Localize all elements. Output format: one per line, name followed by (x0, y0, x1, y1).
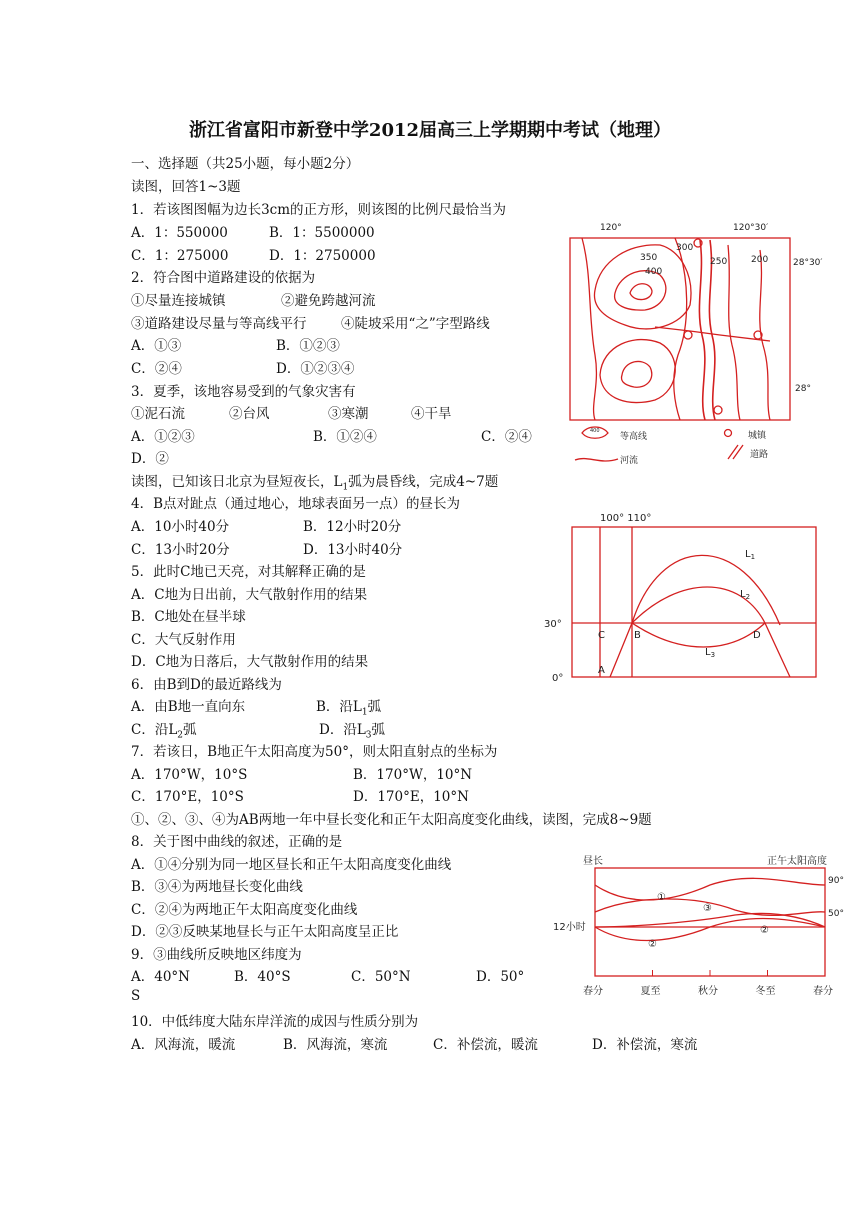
terminator-figure (540, 505, 840, 685)
intro-1-3: 读图，回答1~3题 (131, 179, 241, 195)
label-350: 350 (640, 253, 658, 263)
contour-south-outer (600, 340, 675, 403)
q2-o2: ②避免跨越河流 (281, 293, 376, 309)
q10-b: B．风海流，寒流 (283, 1037, 388, 1053)
q1-options-cd (131, 244, 376, 264)
q2-a: A．①③ (131, 338, 182, 354)
q10-a: A．风海流，暖流 (131, 1037, 236, 1053)
lon-100-110: 100° 110° (600, 513, 652, 524)
q4-b: B．12小时20分 (303, 519, 402, 535)
x-tick-0: 春分 (583, 986, 603, 997)
q1-stem: 1．若该图图幅为边长3cm的正方形，则该图的比例尺最恰当为 (131, 202, 507, 218)
q10-d: D．补偿流，寒流 (592, 1037, 698, 1053)
label-400: 400 (645, 267, 663, 277)
lat-0-label: 0° (552, 673, 564, 684)
label-curve-1: ② (760, 925, 769, 936)
q5-c: C．大气反射作用 (131, 632, 236, 648)
q2-conditions-34 (131, 312, 490, 332)
page-title: 浙江省富阳市新登中学2012届高三上学期期中考试（地理） (188, 120, 672, 141)
contour-left-edge (582, 238, 596, 420)
town-3 (714, 406, 722, 414)
q2-options-ab (131, 334, 340, 354)
q4-options-ab (131, 515, 402, 535)
q10-stem: 10．中低纬度大陆东岸洋流的成因与性质分别为 (131, 1014, 419, 1030)
label-L3: $L_3$ (705, 647, 716, 659)
q6-stem: 6．由B到D的最近路线为 (131, 677, 282, 693)
x-tick-2: 秋分 (698, 986, 718, 997)
q9-c: C．50°N (351, 969, 411, 985)
curve-1 (595, 878, 825, 900)
label-200: 200 (751, 255, 769, 265)
x-axis-labels (583, 970, 833, 997)
q7-d: D．170°E，10°N (353, 789, 469, 805)
map-frame (570, 238, 790, 420)
river-2 (709, 240, 715, 420)
q8-b: B．③④为两地昼长变化曲线 (131, 879, 303, 895)
q2-o3: ③道路建设尽量与等高线平行 (131, 316, 307, 332)
q2-b: B．①②③ (276, 338, 340, 354)
lat-28: 28° (795, 384, 811, 394)
curve-2 (595, 918, 825, 940)
ylabel-sunheight: 正午太阳高度 (767, 856, 827, 867)
legend-contour: 等高线 (620, 432, 648, 442)
q5-d: D．C地为日落后，大气散射作用的结果 (131, 654, 369, 670)
legend-road-sym (728, 445, 743, 459)
tick-50: 50° (828, 909, 844, 919)
q1-d: D．1：2750000 (269, 248, 376, 264)
q6-a: A．由B地一直向东 (131, 699, 246, 715)
lon-120-30: 120°30′ (733, 223, 769, 233)
contour-map-figure (560, 215, 840, 470)
q7-options-ab (131, 763, 473, 783)
q2-stem: 2．符合图中道路建设的依据为 (131, 270, 316, 286)
q9-d: D．50° (476, 969, 525, 985)
label-250: 250 (710, 257, 728, 267)
q7-a: A．170°W，10°S (131, 767, 248, 783)
q3-conditions (131, 402, 452, 422)
label-curve-3: ③ (703, 903, 712, 914)
legend-river-sym (575, 459, 618, 461)
chart-frame (595, 868, 825, 976)
q2-conditions-12 (131, 289, 376, 309)
q9-stem: 9．③曲线所反映地区纬度为 (131, 947, 302, 963)
q7-options-cd (131, 785, 469, 805)
q5-a: A．C地为日出前，大气散射作用的结果 (131, 587, 368, 603)
label-curve-2: ② (648, 939, 657, 950)
tick-90: 90° (828, 876, 844, 886)
intro-8-9: ①、②、③、④为AB两地一年中昼长变化和正午太阳高度变化曲线，读图，完成8~9题 (131, 812, 652, 828)
q4-c: C．13小时20分 (131, 542, 230, 558)
q5-stem: 5．此时C地已天亮，对其解释正确的是 (131, 564, 366, 580)
q8-a: A．①④分别为同一地区昼长和正午太阳高度变化曲线 (131, 857, 452, 873)
q4-d: D．13小时40分 (303, 542, 403, 558)
point-c: C (598, 630, 605, 641)
q1-c: C．1：275000 (131, 248, 229, 264)
tick-12h: 12小时 (553, 922, 586, 933)
q1-options-ab (131, 221, 375, 241)
daylength-chart (545, 850, 850, 1000)
q3-c: C．②④ (481, 429, 532, 445)
legend-sym-label: 400 (590, 428, 600, 434)
label-300: 300 (676, 243, 694, 253)
q3-option-d: D．② (131, 451, 169, 467)
q8-stem: 8．关于图中曲线的叙述，正确的是 (131, 834, 343, 850)
q4-a: A．10小时40分 (131, 519, 230, 535)
arc-L3 (632, 623, 765, 647)
q1-b: B．1：5500000 (269, 225, 375, 241)
q3-a: A．①②③ (131, 429, 195, 445)
contour-250 (728, 245, 740, 420)
q7-b: B．170°W，10°N (353, 767, 473, 783)
q5-b: B．C地处在昼半球 (131, 609, 246, 625)
q9-a: A．40°N (131, 969, 190, 985)
section-heading: 一、选择题（共25小题，每小题2分） (131, 156, 360, 172)
point-d: D (753, 630, 761, 641)
q1-a: A．1：550000 (131, 225, 228, 241)
arc-L1 (632, 555, 780, 625)
q6-options-ab: A．由B地一直向东 B．沿$L_1$弧 (131, 699, 382, 718)
contour-inner (630, 284, 652, 300)
label-L1: $L_1$ (745, 549, 756, 561)
q8-d: D．②③反映某地昼长与正午太阳高度呈正比 (131, 924, 399, 940)
q10-options (131, 1033, 698, 1053)
legend-town: 城镇 (748, 431, 767, 441)
contour-south-inner (622, 361, 652, 387)
q2-o4: ④陡坡采用“之”字型路线 (341, 316, 490, 332)
river-1 (699, 240, 705, 420)
q4-options-cd (131, 538, 403, 558)
x-tick-1: 夏至 (640, 986, 661, 997)
q3-options-abc (131, 425, 532, 445)
q9-b: B．40°S (234, 969, 291, 985)
q3-b: B．①②④ (313, 429, 377, 445)
point-a: A (598, 665, 605, 676)
q9-options (131, 965, 525, 985)
town-1 (684, 331, 692, 339)
q3-o4: ④干旱 (411, 406, 452, 422)
ylabel-daylength: 昼长 (583, 856, 603, 867)
q2-d: D．①②③④ (276, 361, 355, 377)
q2-options-cd (131, 357, 355, 377)
intro-4-7: 读图，已知该日北京为昼短夜长，$L_1$弧为晨昏线，完成4~7题 (131, 474, 499, 493)
x-tick-4: 春分 (813, 986, 833, 997)
x-tick-3: 冬至 (755, 986, 776, 997)
q2-c: C．②④ (131, 361, 182, 377)
legend-town-sym (725, 430, 732, 437)
q8-c: C．②④为两地正午太阳高度变化曲线 (131, 902, 358, 918)
q7-stem: 7．若该日，B地正午太阳高度为50°，则太阳直射点的坐标为 (131, 744, 498, 760)
label-L2: $L_2$ (740, 589, 751, 601)
q7-c: C．170°E，10°S (131, 789, 244, 805)
q4-stem: 4．B点对趾点（通过地心，地球表面另一点）的昼长为 (131, 496, 461, 512)
point-b: B (634, 630, 641, 641)
legend-river: 河流 (620, 456, 639, 466)
q9-option-d-cont: S (131, 988, 141, 1004)
q3-stem: 3．夏季，该地容易受到的气象灾害有 (131, 384, 356, 400)
label-curve-2-top: ① (657, 892, 666, 903)
lat-28-30: 28°30′ (793, 258, 823, 268)
q3-o2: ②台风 (229, 406, 270, 422)
q3-o3: ③寒潮 (328, 406, 369, 422)
contour-200 (760, 250, 770, 420)
lon-120: 120° (600, 223, 622, 233)
lat-30-label: 30° (544, 619, 562, 630)
q6-options-cd: C．沿$L_2$弧 D．沿$L_3$弧 (131, 722, 386, 741)
q2-o1: ①尽量连接城镇 (131, 293, 226, 309)
legend-road: 道路 (750, 450, 769, 460)
q10-c: C．补偿流，暖流 (433, 1037, 538, 1053)
q3-o1: ①泥石流 (131, 406, 185, 422)
